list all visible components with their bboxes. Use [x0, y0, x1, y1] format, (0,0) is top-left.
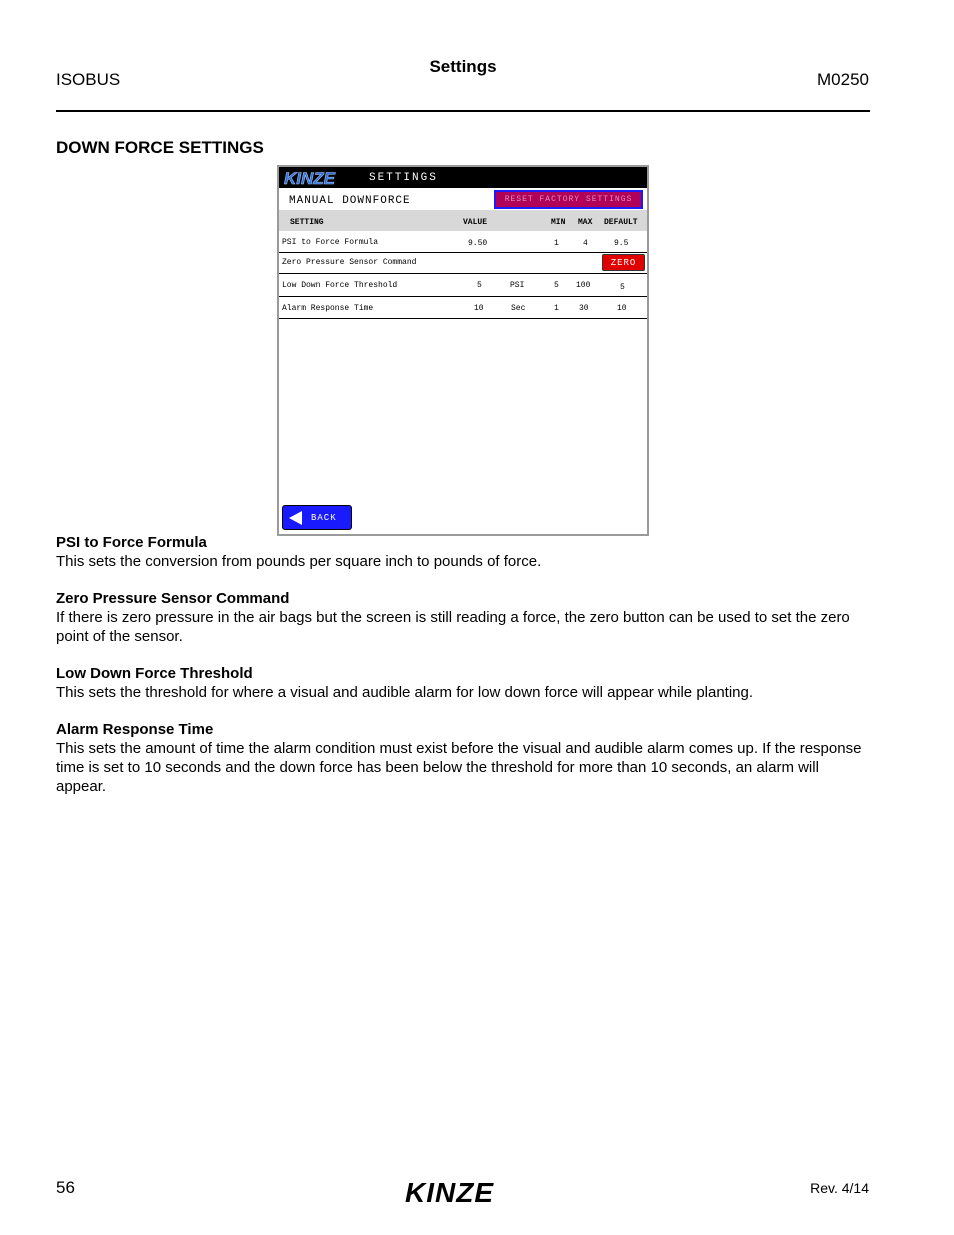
row-default: 9.5 [614, 239, 629, 248]
header-center: Settings [429, 57, 497, 76]
row-unit: PSI [510, 281, 525, 290]
row-unit: Sec [511, 304, 526, 313]
row-max: 30 [579, 304, 589, 313]
terminal-screen [277, 165, 649, 536]
desc-title-threshold: Low Down Force Threshold [56, 665, 253, 682]
revision: Rev. 4/14 [810, 1180, 869, 1196]
row-max: 100 [576, 281, 591, 290]
row-max: 4 [583, 239, 588, 248]
desc-text-zero: If there is zero pressure in the air bags but the screen is still reading a force, the zero button can be used to set the zero point of the sensor. [56, 609, 850, 645]
page-number: 56 [56, 1178, 75, 1197]
table-row [279, 252, 647, 274]
row-setting: PSI to Force Formula [282, 238, 379, 247]
zero-button[interactable] [602, 254, 645, 271]
footer-kinze-logo [403, 1176, 523, 1206]
col-default: DEFAULT [604, 218, 638, 227]
screen-page-title: MANUAL DOWNFORCE [289, 195, 411, 207]
desc-text-psi: This sets the conversion from pounds per square inch to pounds of force. [56, 553, 542, 570]
row-value: 5 [477, 281, 482, 290]
header-rule [56, 110, 870, 112]
col-value: VALUE [463, 218, 488, 227]
desc-text-alarm: This sets the amount of time the alarm condition must exist before the visual and audible alarm comes up. If the response time is set to 10 seconds and the down force has been below the threshold for more than 10 seconds, an alarm will appear. [56, 740, 862, 795]
table-row[interactable] [279, 274, 647, 297]
desc-title-zero: Zero Pressure Sensor Command [56, 590, 290, 607]
col-max: MAX [578, 218, 593, 227]
row-setting: Low Down Force Threshold [282, 281, 398, 290]
back-arrow-icon [287, 510, 303, 526]
svg-text:KINZE: KINZE [405, 1177, 494, 1206]
back-button-label: BACK [311, 513, 337, 523]
table-row[interactable] [279, 231, 647, 253]
screen-title: SETTINGS [369, 172, 438, 184]
back-button[interactable] [282, 505, 352, 530]
reset-factory-settings-button[interactable] [494, 190, 643, 209]
row-default: 5 [620, 283, 625, 292]
desc-text-threshold: This sets the threshold for where a visual and audible alarm for low down force will appear while planting. [56, 684, 754, 701]
screen-top-bar [279, 167, 647, 188]
row-setting: Zero Pressure Sensor Command [282, 258, 417, 267]
row-min: 5 [554, 281, 559, 290]
desc-title-psi: PSI to Force Formula [56, 534, 207, 551]
row-min: 1 [554, 239, 559, 248]
zero-button-label: ZERO [610, 258, 637, 268]
table-header [279, 210, 647, 231]
header-left: ISOBUS [56, 70, 121, 89]
col-setting: SETTING [290, 218, 324, 227]
table-row[interactable] [279, 297, 647, 319]
col-min: MIN [551, 218, 566, 227]
row-value: 9.50 [468, 239, 488, 248]
row-value: 10 [474, 304, 484, 313]
kinze-logo [282, 169, 354, 186]
row-setting: Alarm Response Time [282, 304, 374, 313]
desc-title-alarm: Alarm Response Time [56, 721, 214, 738]
section-title: DOWN FORCE SETTINGS [56, 138, 264, 157]
row-min: 1 [554, 304, 559, 313]
header-right: M0250 [817, 70, 869, 89]
reset-button-label: RESET FACTORY SETTINGS [504, 195, 633, 204]
svg-text:KINZE: KINZE [284, 169, 335, 186]
row-default: 10 [617, 304, 627, 313]
